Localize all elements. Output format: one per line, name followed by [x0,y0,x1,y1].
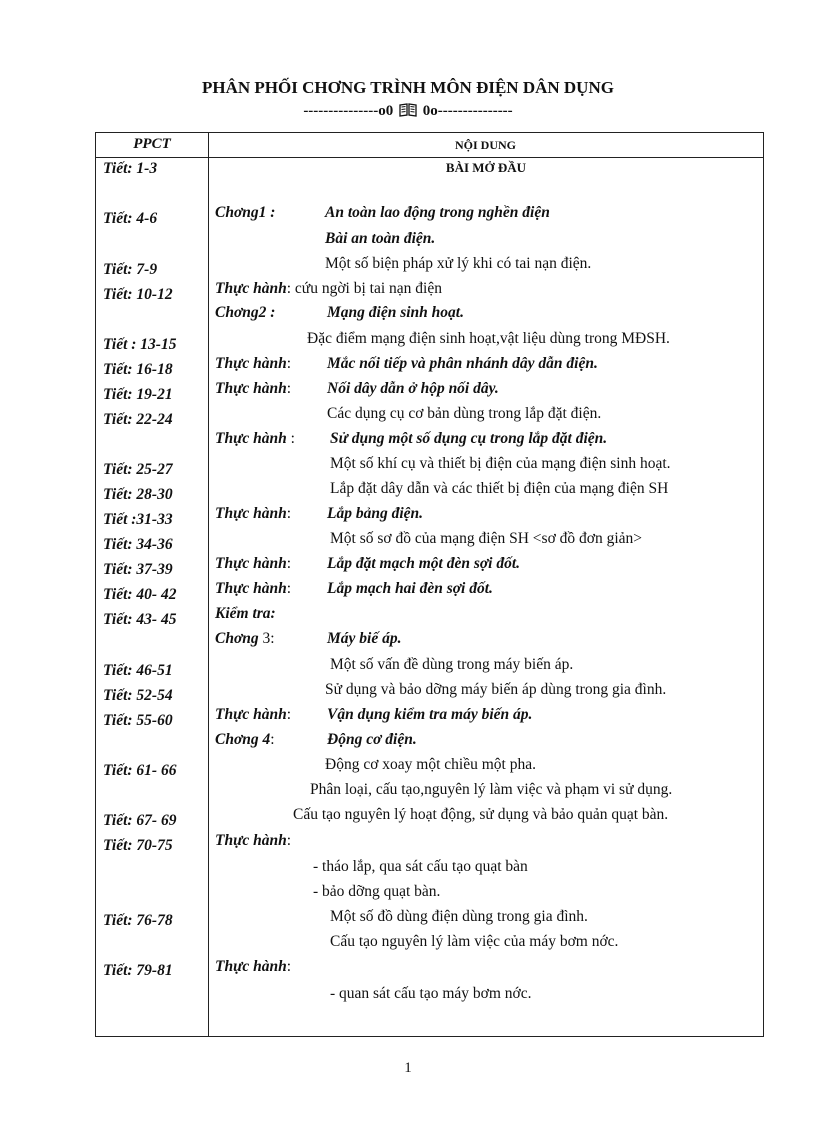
tiet-label: Tiết: 76-78 [103,912,173,929]
practice-step: - tháo lắp, qua sát cấu tạo quạt bàn [313,858,528,875]
practice-text: : cứu ngời bị tai nạn điện [286,280,442,297]
page-title: PHÂN PHỐI CHƠNG TRÌNH MÔN ĐIỆN DÂN DỤNG [202,78,614,97]
tiet-label: Tiết: 46-51 [103,662,173,679]
lesson-item: Một số sơ đồ của mạng điện SH <sơ đồ đơn giản> [330,530,643,547]
tiet-label: Tiết: 70-75 [103,837,173,854]
practice-label: Thực hành : [215,430,295,447]
lesson-item: Cấu tạo nguyên lý làm việc của máy bơm nớc. [330,933,619,950]
divider-right: 0o--------------- [419,103,513,119]
practice-label: Thực hành: [215,580,292,597]
practice-label: Thực hành: [215,355,292,372]
practice-row [215,280,442,298]
lesson-item: Một số đồ dùng điện dùng trong gia đình. [330,908,588,925]
title-divider [0,103,816,122]
tiet-label: Tiết: 10-12 [103,286,173,303]
tiet-label: Tiết :31-33 [103,511,173,528]
chapter-title: An toàn lao động trong nghền điện [325,204,550,221]
chapter-title: Mạng điện sinh hoạt. [327,304,464,321]
lesson-item: Đặc điểm mạng điện sinh hoạt,vật liệu dùng trong MĐSH. [307,330,670,347]
tiet-label: Tiết: 43- 45 [103,611,177,628]
lesson-item: Cấu tạo nguyên lý hoạt động, sử dụng và bảo quản quạt bàn. [293,806,669,823]
practice-label: Thực hành: [215,505,292,522]
tiet-label: Tiết: 1-3 [103,160,158,177]
practice-text: Sử dụng một số dụng cụ trong lắp đặt điện. [330,430,608,447]
tiet-label: Tiết: 61- 66 [103,762,177,779]
page-number: 1 [404,1060,412,1076]
tiet-label: Tiết: 7-9 [103,261,158,278]
practice-label: Thực hành: [215,958,292,975]
tiet-label: Tiết: 52-54 [103,687,173,704]
tiet-label: Tiết: 67- 69 [103,812,177,829]
practice-label: Thực hành: [215,832,292,849]
chapter-label: Chơng2 : [215,304,276,321]
exam-label: Kiểm tra: [215,605,276,622]
practice-text: Lắp bảng điện. [327,505,424,522]
intro-heading: BÀI MỞ ĐẦU [445,160,527,175]
chapter-title: Động cơ điện. [327,731,417,748]
tiet-label: Tiết: 19-21 [103,386,173,403]
column-divider [208,133,209,1036]
practice-text: Nối dây dẫn ở hộp nối dây. [327,380,499,397]
book-icon [399,103,417,122]
chapter-label: Chơng1 : [215,204,276,221]
tiet-label: Tiết: 55-60 [103,712,173,729]
tiet-label: Tiết: 40- 42 [103,586,177,603]
lesson-item: Lắp đặt dây dẫn và các thiết bị điện của mạng điện SH [330,480,669,497]
lesson-item: Các dụng cụ cơ bản dùng trong lắp đặt điện. [327,405,602,422]
tiet-label: Tiết: 37-39 [103,561,173,578]
tiet-label: Tiết: 22-24 [103,411,173,428]
practice-step: - bảo dỡng quạt bàn. [313,883,441,900]
chapter-label: Chơng 4: [215,731,275,748]
header-divider [96,157,763,158]
practice-label: Thực hành [215,280,287,297]
lesson-item: Phân loại, cấu tạo,nguyên lý làm việc và phạm vi sử dụng. [310,781,673,798]
tiet-label: Tiết: 28-30 [103,486,173,503]
chapter-title: Máy biế áp. [327,630,402,647]
tiet-label: Tiết: 16-18 [103,361,173,378]
lesson-title: Bài an toàn điện. [325,230,436,247]
tiet-label: Tiết: 25-27 [103,461,173,478]
lesson-item: Một số vấn đề dùng trong máy biến áp. [330,656,574,673]
practice-step: - quan sát cấu tạo máy bơm nớc. [330,985,532,1002]
practice-label: Thực hành: [215,706,292,723]
col-header-noi-dung: NỘI DUNG [454,138,516,152]
divider-left: ---------------o0 [303,103,397,119]
practice-text: Lắp mạch hai đèn sợi đốt. [327,580,493,597]
lesson-item: Động cơ xoay một chiều một pha. [325,756,536,773]
tiet-label: Tiết: 79-81 [103,962,173,979]
practice-text: Mắc nối tiếp và phân nhánh dây dẫn điện. [327,355,598,372]
chapter-label: Chơng 3: [215,630,275,647]
lesson-item: Sử dụng và bảo dỡng máy biến áp dùng trong gia đình. [325,681,667,698]
practice-label: Thực hành: [215,555,292,572]
practice-text: Vận dụng kiểm tra máy biến áp. [327,706,533,723]
practice-text: Lắp đặt mạch một đèn sợi đốt. [327,555,521,572]
tiet-label: Tiết : 13-15 [103,336,177,353]
lesson-item: Một số biện pháp xử lý khi có tai nạn điện. [325,255,592,272]
col-header-ppct: PPCT [133,136,171,152]
lesson-item: Một số khí cụ và thiết bị điện của mạng điện sinh hoạt. [330,455,671,472]
tiet-label: Tiết: 34-36 [103,536,173,553]
tiet-label: Tiết: 4-6 [103,210,158,227]
practice-label: Thực hành: [215,380,292,397]
